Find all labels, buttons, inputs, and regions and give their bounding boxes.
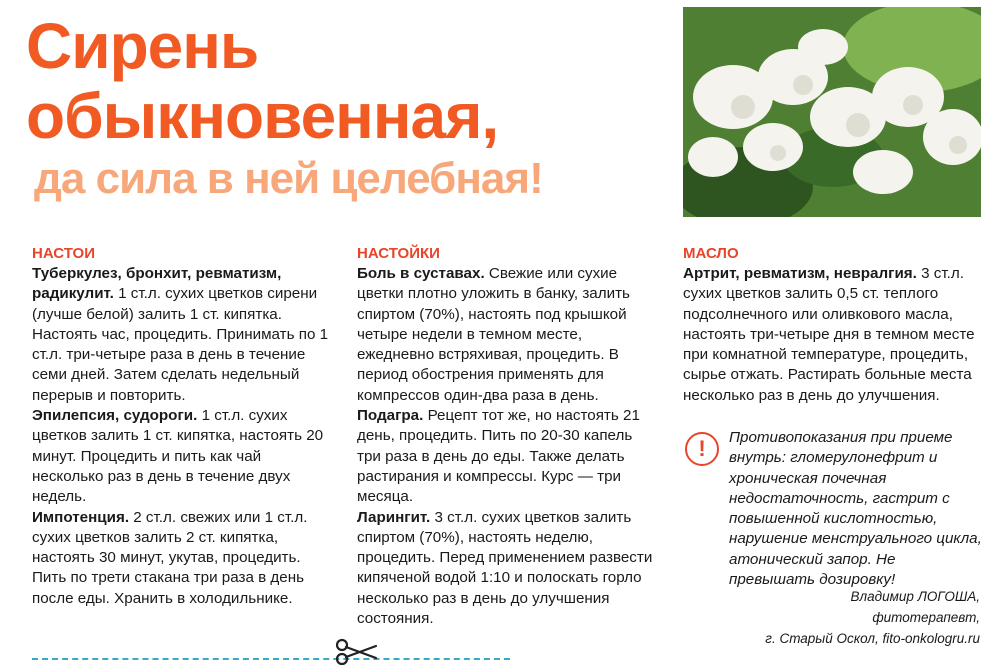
column-oil: [683, 244, 983, 406]
recipe-paragraph: [357, 264, 659, 406]
author-signature: [765, 586, 980, 649]
scissors-icon: [334, 638, 378, 666]
recipe-title: Импотенция.: [32, 508, 130, 526]
column-heading: НАСТОИ: [32, 245, 95, 262]
recipe-title: Эпилепсия, судороги.: [32, 407, 198, 425]
cut-line: [32, 658, 510, 660]
title-subtitle: да сила в ней целебная!: [34, 154, 543, 203]
recipe-title: Туберкулез, бронхит, ревматизм, радикулит.: [32, 265, 282, 303]
contraindications-text: Противопоказания при приеме внутрь: гломерулонефрит и хроническая почечная недостаточность, гастрит с повышенной кислотностью, нарушение менструального цикла, атонический запор. Не превышать дозировку!: [729, 429, 982, 589]
column-heading: МАСЛО: [683, 245, 739, 262]
column-tinctures: [357, 244, 659, 629]
author-place: г. Старый Оскол, fito-onkologru.ru: [765, 631, 980, 646]
author-name: Владимир ЛОГОША,: [850, 589, 980, 604]
author-role: фитотерапевт,: [872, 610, 980, 625]
recipe-text: 3 ст.л. сухих цветков залить 0,5 ст. теплого подсолнечного или оливкового масла, настоять три-четыре дня в темном месте при комнатной температуре, процедить, сырье отжать. Растирать больные места несколько раз в день до улучшения.: [683, 265, 975, 404]
recipe-title: Ларингит.: [357, 508, 431, 526]
recipe-text: 3 ст.л. сухих цветков залить спиртом (70%), настоять неделю, процедить. Перед применением развести кипяченой водой 1:10 и полоскать горло несколько раз в день до улучшения состояния.: [357, 508, 653, 628]
exclamation-icon: !: [685, 432, 719, 466]
recipe-paragraph: [357, 406, 659, 507]
article-title: [26, 10, 666, 206]
recipe-paragraph: [32, 508, 332, 609]
recipe-paragraph: [32, 406, 332, 507]
recipe-text: 1 ст.л. сухих цветков сирени (лучше белой) залить 1 ст. кипятка. Настоять час, процедить. Принимать по 1 ст.л. три-четыре раза в день в течение семи дней. Затем сделать недельный перерыв и повторить.: [32, 285, 329, 404]
recipe-text: Рецепт тот же, но настоять 21 день, процедить. Пить по 20-30 капель три раза в день до еды. Также делать растирания и компрессы. Курс — три месяца.: [357, 407, 640, 506]
title-line-1: Сирень: [26, 10, 259, 82]
lilac-photo: [683, 7, 981, 217]
recipe-title: Подагра.: [357, 407, 424, 425]
recipe-text: 2 ст.л. свежих или 1 ст.л. сухих цветков залить 2 ст. кипятка, настоять 30 минут, укутав, процедить. Пить по трети стакана три раза в день после еды. Хранить в холодильнике.: [32, 508, 308, 607]
recipe-paragraph: [683, 264, 983, 406]
recipe-paragraph: [357, 508, 659, 630]
recipe-paragraph: [32, 264, 332, 406]
contraindications-box: [683, 428, 983, 590]
recipe-title: Боль в суставах.: [357, 265, 485, 282]
recipe-title: Артрит, ревматизм, невралгия.: [683, 265, 917, 282]
column-infusions: [32, 244, 332, 609]
recipe-text: Свежие или сухие цветки плотно уложить в банку, залить спиртом (70%), настоять под крышкой четыре недели в темном месте, ежедневно встряхивая, процедить. В период обострения применять для компрессов один-два раза в день.: [357, 265, 630, 404]
recipe-text: 1 ст.л. сухих цветков залить 1 ст. кипятка, настоять 20 минут. Процедить и пить как чай несколько раз в день в течение двух недель.: [32, 407, 324, 506]
column-heading: НАСТОЙКИ: [357, 245, 440, 262]
lilac-photo-graphic: [683, 7, 981, 217]
title-line-2: обыкновенная,: [26, 80, 499, 152]
